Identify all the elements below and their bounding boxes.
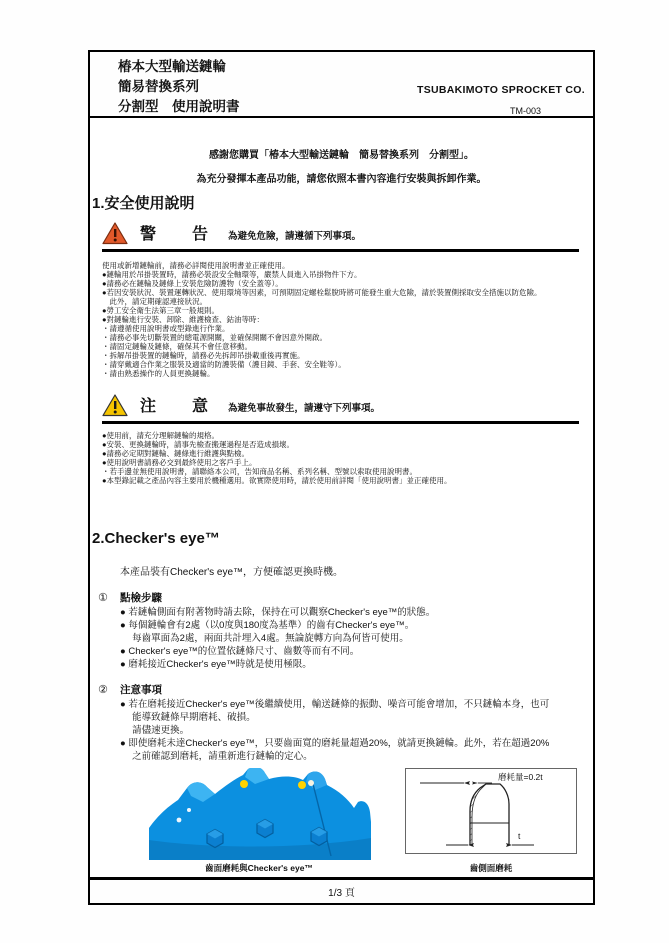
caution-header	[102, 394, 579, 424]
warning-line: ●若因安裝狀況、裝置運轉狀況、使用環境等因素，可預期固定螺栓鬆脫時將可能發生重大危險，請於裝置側採取安全措施以防危險。	[102, 288, 542, 297]
caution-list	[102, 431, 581, 485]
warning-line: ●鏈輪用於吊掛裝置時，請務必裝設安全軸環等，嚴禁人員進入吊掛物件下方。	[102, 270, 362, 279]
sprocket-illustration	[145, 768, 373, 860]
section2-intro: 本產品裝有Checker's eye™，方便確認更換時機。	[120, 567, 344, 578]
tooth-diagram-caption: 齒側面磨耗	[469, 863, 513, 873]
warning-line: 此外，請定期確認連接狀況。	[102, 297, 207, 306]
caution-triangle-icon	[102, 394, 128, 417]
warning-line: ●請務必在鏈輪及鏈條上安裝危險防護物（安全蓋等）。	[102, 279, 283, 288]
caution-line: ●本型錄記載之產品內容主要用於機種選用。欲實際使用時，請於使用前詳閱「使用說明書」並正確使用。	[102, 476, 452, 485]
caution-line: ●使用說明書請務必交到最終使用之客戶手上。	[102, 458, 257, 467]
section2-heading: 2.Checker's eye™	[92, 530, 220, 547]
inspection-steps-header	[98, 590, 162, 605]
precautions-title: 注意事項	[120, 684, 162, 696]
warning-line: ・拆解吊掛裝置的鏈輪時，請務必先拆卸吊掛載重後再實施。	[102, 351, 305, 360]
document-footer	[88, 880, 595, 905]
page-number: 1/3 頁	[328, 888, 355, 899]
document-frame	[88, 50, 595, 905]
caution-line: ●安裝、更換鏈輪時，請事先檢查搬運過程是否造成損壞。	[102, 440, 295, 449]
inspection-step-line: ● Checker's eye™的位置依鏈條尺寸、齒數等而有不同。	[120, 646, 360, 657]
inspection-steps-title: 點檢步驟	[120, 592, 162, 604]
warning-label: 警 告	[140, 226, 219, 243]
inspection-step-line: 每齒單面為2處，兩面共計埋入4處。無論旋轉方向為何皆可使用。	[120, 633, 409, 644]
precaution-line: 請儘速更換。	[120, 725, 190, 736]
precautions-header	[98, 682, 162, 697]
warning-line: ・請固定鏈輪及鏈條，確保其不會任意移動。	[102, 342, 252, 351]
inspection-step-line: ● 磨耗接近Checker's eye™時就是使用極限。	[120, 659, 312, 670]
circled-one: ①	[98, 592, 108, 604]
warning-line: 使用或新增鏈輪前，請務必詳閱使用說明書並正確使用。	[102, 261, 290, 270]
warning-line: ・請穿戴適合作業之服裝及適當的防護裝備（護目鏡、手套、安全鞋等）。	[102, 360, 346, 369]
caution-line: ●請務必定期對鏈輪、鏈條進行維護與點檢。	[102, 449, 250, 458]
precaution-line: ● 即使磨耗未達Checker's eye™，只要齒面寬的磨耗量超過20%，就請更換鏈輪。此外，若在超過20%	[120, 738, 550, 749]
precaution-line: ● 若在磨耗接近Checker's eye™後繼續使用，輸送鏈條的振動、噪音可能會增加，不只鏈輪本身，也可	[120, 699, 550, 710]
caution-label: 注 意	[140, 398, 219, 415]
sprocket-figure-caption: 齒面磨耗與Checker's eye™	[205, 863, 313, 873]
precautions-list	[120, 698, 585, 763]
warning-line: ・請由熟悉操作的人員更換鏈輪。	[102, 369, 215, 378]
warning-triangle-icon	[102, 222, 128, 245]
caution-line: ・若手邊並無使用說明書，請聯絡本公司，告知商品名稱、系列名稱、型號以索取使用說明書。	[102, 467, 417, 476]
document-title-line: 分割型 使用說明書	[118, 99, 240, 114]
inspection-steps-list	[120, 606, 585, 671]
tooth-wear-diagram	[405, 768, 577, 854]
document-title-line: 簡易替換系列	[118, 79, 199, 94]
warning-subtitle: 為避免危險，請遵循下列事項。	[228, 231, 362, 242]
tooth-width-label: t	[518, 831, 521, 841]
document-number: TM-003	[509, 106, 541, 116]
wear-amount-label: 磨耗量=0.2t	[498, 772, 543, 782]
section1-heading: 1.安全使用說明	[92, 195, 195, 212]
warning-line: ・請遵循使用說明書或型錄進行作業。	[102, 324, 230, 333]
warning-line: ●對鏈輪進行安裝、卸除、維護檢查、鈷油等時：	[102, 315, 265, 324]
company-name: TSUBAKIMOTO SPROCKET CO.	[416, 84, 585, 96]
document-header	[88, 50, 595, 118]
precaution-line: 能導致鏈條早期磨耗、破損。	[120, 712, 256, 723]
caution-subtitle: 為避免事故發生，請遵守下列事項。	[228, 403, 381, 414]
warning-list	[102, 261, 581, 378]
warning-line: ●勞工安全衛生法第三章一般規則。	[102, 306, 220, 315]
precaution-line: 之前確認到磨耗，請重新進行鏈輪的定心。	[120, 751, 313, 762]
inspection-step-line: ● 若鏈輪側面有附著物時請去除，保持在可以觀察Checker's eye™的狀態。	[120, 607, 436, 618]
intro-line-1: 感謝您購買「椿本大型輸送鏈輪 簡易替換系列 分割型」。	[209, 150, 474, 161]
warning-header	[102, 222, 579, 252]
inspection-step-line: ● 每個鏈輪會有2處（以0度與180度為基準）的齒有Checker's eye™。	[120, 620, 415, 631]
circled-two: ②	[98, 684, 108, 696]
caution-line: ●使用前，請充分理解鏈輪的規格。	[102, 431, 220, 440]
warning-line: ・請務必事先切斷裝置的總電源開關，並確保開關不會因意外開啟。	[102, 333, 327, 342]
document-body	[88, 118, 595, 880]
intro-line-2: 為充分發揮本產品功能，請您依照本書內容進行安裝與拆卸作業。	[196, 174, 487, 185]
document-title-line: 椿本大型輸送鏈輪	[118, 59, 226, 74]
